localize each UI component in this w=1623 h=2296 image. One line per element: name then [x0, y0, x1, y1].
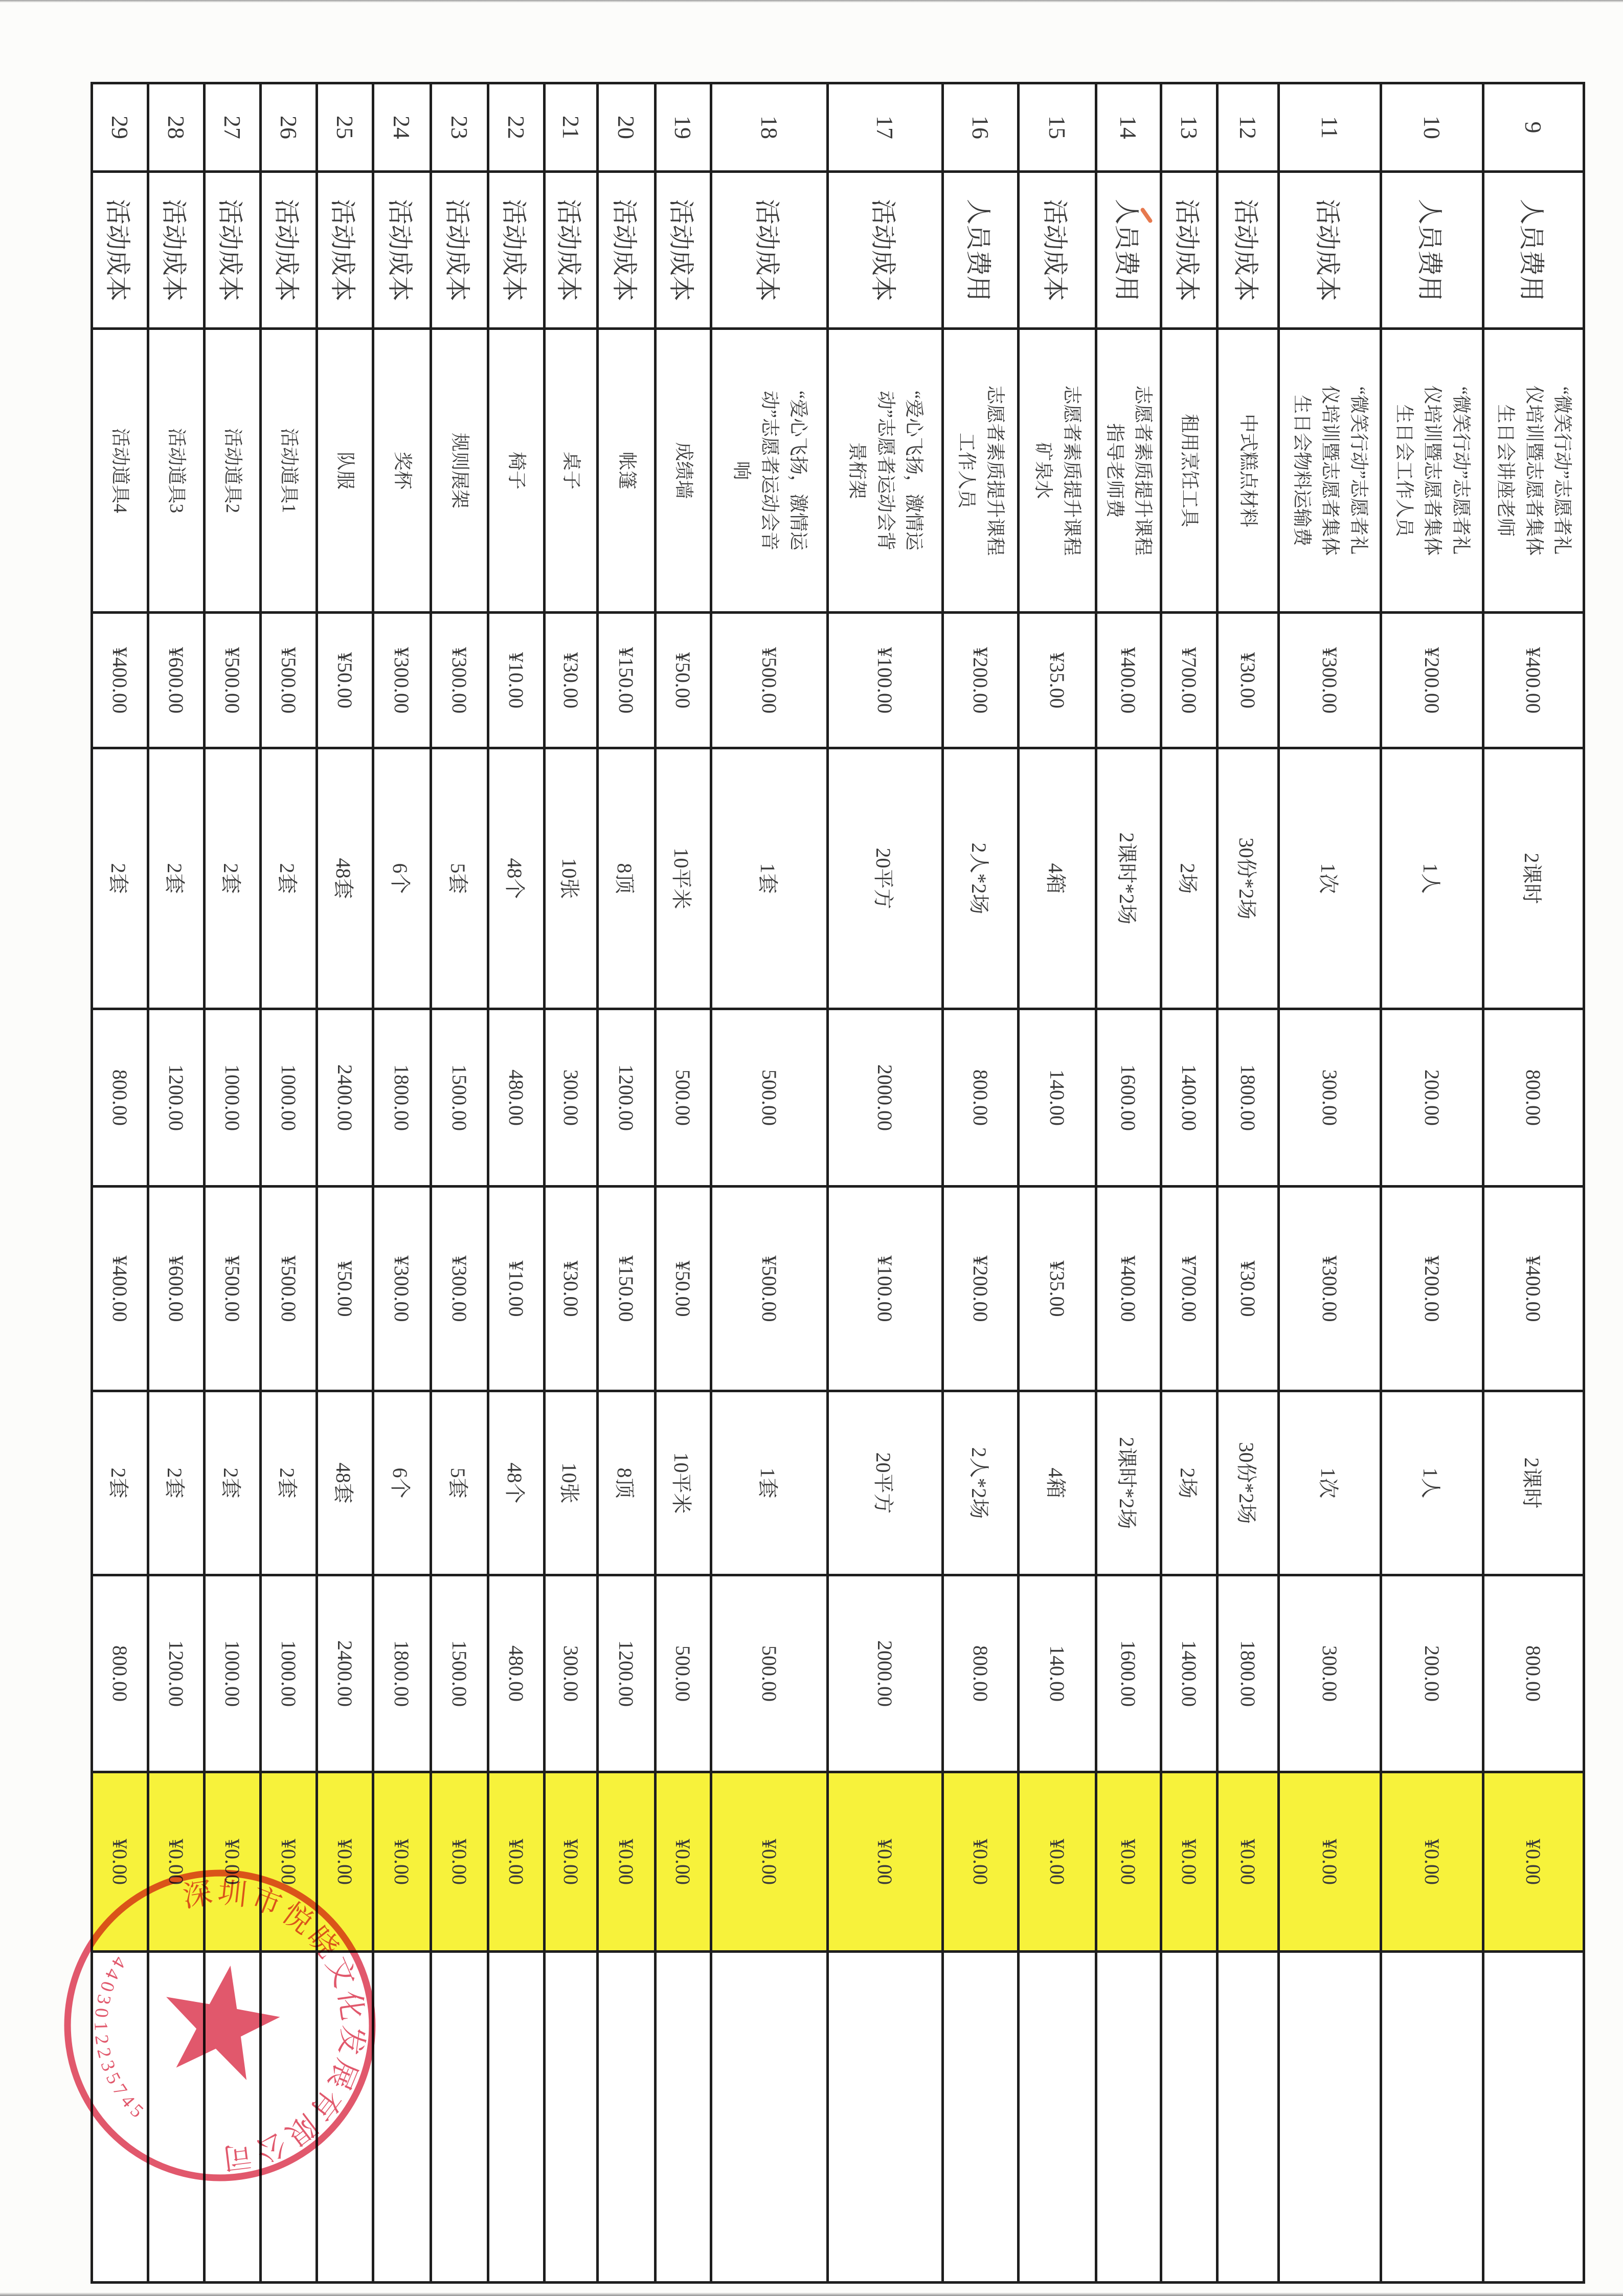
- budget-quantity-cell: 2课时: [1483, 748, 1584, 1009]
- row-number-cell: 24: [373, 83, 431, 172]
- empty-cell: [1096, 1952, 1161, 2283]
- category-cell: 活动成本: [1218, 172, 1279, 329]
- actual-unit-price-cell: ¥400.00: [1096, 1187, 1161, 1391]
- actual-amount-cell: 300.00: [545, 1575, 598, 1772]
- actual-quantity-cell: 48套: [317, 1391, 373, 1575]
- budget-unit-price-cell: ¥30.00: [1218, 613, 1279, 748]
- budget-unit-price-cell: ¥400.00: [1096, 613, 1161, 748]
- actual-quantity-cell: 10张: [545, 1391, 598, 1575]
- actual-unit-price-cell: ¥600.00: [148, 1187, 205, 1391]
- item-name-text: 帐篷: [616, 452, 637, 489]
- budget-amount-cell: 1400.00: [1161, 1009, 1218, 1187]
- budget-amount-cell: 1800.00: [1218, 1009, 1279, 1187]
- item-name-text: 奖杯: [391, 452, 413, 489]
- row-number-cell: 11: [1279, 83, 1381, 172]
- difference-cell: ¥0.00: [1279, 1772, 1381, 1952]
- actual-quantity-cell: 2课时*2场: [1096, 1391, 1161, 1575]
- actual-quantity-cell: 20平方: [828, 1391, 943, 1575]
- table-row: [1096, 83, 1161, 2283]
- empty-cell: [1483, 1952, 1584, 2283]
- budget-unit-price-cell: ¥500.00: [711, 613, 828, 748]
- budget-quantity-cell: 6个: [373, 748, 431, 1009]
- actual-amount-cell: 1800.00: [373, 1575, 431, 1772]
- budget-unit-price-cell: ¥150.00: [598, 613, 656, 748]
- budget-unit-price-cell: ¥100.00: [828, 613, 943, 748]
- budget-amount-cell: 480.00: [488, 1009, 545, 1187]
- item-name-cell: [1381, 329, 1483, 613]
- item-name-text: “爱心飞扬，激情运动”志愿者运动会音响: [730, 390, 808, 551]
- difference-cell: ¥0.00: [656, 1772, 711, 1952]
- actual-amount-cell: 1500.00: [431, 1575, 488, 1772]
- row-number-cell: 27: [205, 83, 261, 172]
- difference-cell: ¥0.00: [317, 1772, 373, 1952]
- category-cell: 活动成本: [488, 172, 545, 329]
- actual-quantity-cell: 2套: [148, 1391, 205, 1575]
- actual-amount-cell: 1800.00: [1218, 1575, 1279, 1772]
- actual-amount-cell: 800.00: [92, 1575, 148, 1772]
- budget-quantity-cell: 4箱: [1019, 748, 1096, 1009]
- empty-cell: [828, 1952, 943, 2283]
- category-cell: 人员费用: [943, 172, 1019, 329]
- table-row: [1381, 83, 1483, 2283]
- item-name-text: “爱心飞扬，激情运动”志愿者运动会背景桁架: [846, 390, 925, 551]
- actual-quantity-cell: 1套: [711, 1391, 828, 1575]
- actual-amount-cell: 1200.00: [598, 1575, 656, 1772]
- item-name-cell: [488, 329, 545, 613]
- item-name-text: 租用烹饪工具: [1179, 414, 1200, 527]
- empty-cell: [545, 1952, 598, 2283]
- row-number-cell: 26: [261, 83, 317, 172]
- item-name-cell: [1483, 329, 1584, 613]
- budget-quantity-cell: 48个: [488, 748, 545, 1009]
- row-number-cell: 16: [943, 83, 1019, 172]
- actual-quantity-cell: 5套: [431, 1391, 488, 1575]
- item-name-text: 成绩墙: [672, 442, 694, 499]
- actual-quantity-cell: 1次: [1279, 1391, 1381, 1575]
- budget-amount-cell: 1800.00: [373, 1009, 431, 1187]
- actual-unit-price-cell: ¥300.00: [1279, 1187, 1381, 1391]
- category-cell: 活动成本: [828, 172, 943, 329]
- difference-cell: ¥0.00: [598, 1772, 656, 1952]
- actual-unit-price-cell: ¥400.00: [92, 1187, 148, 1391]
- category-cell: 活动成本: [317, 172, 373, 329]
- difference-cell: ¥0.00: [711, 1772, 828, 1952]
- item-name-cell: [317, 329, 373, 613]
- budget-quantity-cell: 20平方: [828, 748, 943, 1009]
- budget-quantity-cell: 2套: [92, 748, 148, 1009]
- category-cell: 活动成本: [656, 172, 711, 329]
- table-row: [828, 83, 943, 2283]
- empty-cell: [1218, 1952, 1279, 2283]
- category-cell: 活动成本: [1019, 172, 1096, 329]
- row-number-cell: 15: [1019, 83, 1096, 172]
- actual-amount-cell: 800.00: [1483, 1575, 1584, 1772]
- category-cell: 活动成本: [711, 172, 828, 329]
- actual-amount-cell: 140.00: [1019, 1575, 1096, 1772]
- item-name-cell: [1279, 329, 1381, 613]
- difference-cell: ¥0.00: [488, 1772, 545, 1952]
- row-number-cell: 19: [656, 83, 711, 172]
- actual-amount-cell: 500.00: [656, 1575, 711, 1772]
- row-number-cell: 20: [598, 83, 656, 172]
- category-cell: 人员费用: [1381, 172, 1483, 329]
- item-name-cell: [828, 329, 943, 613]
- budget-amount-cell: 800.00: [92, 1009, 148, 1187]
- actual-quantity-cell: 8顶: [598, 1391, 656, 1575]
- difference-cell: ¥0.00: [545, 1772, 598, 1952]
- item-name-text: 中式糕点材料: [1237, 414, 1259, 527]
- empty-cell: [656, 1952, 711, 2283]
- empty-cell: [488, 1952, 545, 2283]
- budget-amount-cell: 1200.00: [598, 1009, 656, 1187]
- budget-unit-price-cell: ¥10.00: [488, 613, 545, 748]
- category-cell: 活动成本: [148, 172, 205, 329]
- budget-amount-cell: 300.00: [545, 1009, 598, 1187]
- budget-unit-price-cell: ¥500.00: [261, 613, 317, 748]
- seal-company-text: 深圳市悦晓文化发展有限公司: [181, 1876, 369, 2175]
- item-name-cell: [431, 329, 488, 613]
- item-name-cell: [943, 329, 1019, 613]
- empty-cell: [711, 1952, 828, 2283]
- budget-unit-price-cell: ¥200.00: [1381, 613, 1483, 748]
- budget-amount-cell: 1200.00: [148, 1009, 205, 1187]
- difference-cell: ¥0.00: [1483, 1772, 1584, 1952]
- budget-amount-cell: 1500.00: [431, 1009, 488, 1187]
- actual-unit-price-cell: ¥100.00: [828, 1187, 943, 1391]
- actual-amount-cell: 500.00: [711, 1575, 828, 1772]
- actual-amount-cell: 800.00: [943, 1575, 1019, 1772]
- actual-quantity-cell: 2人*2场: [943, 1391, 1019, 1575]
- actual-amount-cell: 1000.00: [205, 1575, 261, 1772]
- actual-unit-price-cell: ¥30.00: [545, 1187, 598, 1391]
- actual-amount-cell: 1000.00: [261, 1575, 317, 1772]
- table-row: [1218, 83, 1279, 2283]
- actual-quantity-cell: 2套: [261, 1391, 317, 1575]
- actual-amount-cell: 2000.00: [828, 1575, 943, 1772]
- difference-cell: ¥0.00: [1161, 1772, 1218, 1952]
- row-number-cell: 9: [1483, 83, 1584, 172]
- budget-unit-price-cell: ¥35.00: [1019, 613, 1096, 748]
- category-cell: 活动成本: [92, 172, 148, 329]
- table-row: [598, 83, 656, 2283]
- budget-amount-cell: 800.00: [943, 1009, 1019, 1187]
- actual-unit-price-cell: ¥200.00: [1381, 1187, 1483, 1391]
- item-name-cell: [656, 329, 711, 613]
- budget-unit-price-cell: ¥30.00: [545, 613, 598, 748]
- scan-edge-top: [0, 0, 1623, 3]
- budget-quantity-cell: 5套: [431, 748, 488, 1009]
- item-name-text: 活动道具4: [109, 428, 131, 514]
- table-row: [943, 83, 1019, 2283]
- item-name-text: 活动道具1: [278, 428, 300, 514]
- item-name-text: 志愿者素质提升课程矿泉水: [1032, 385, 1082, 556]
- budget-amount-cell: 2400.00: [317, 1009, 373, 1187]
- budget-amount-cell: 800.00: [1483, 1009, 1584, 1187]
- item-name-cell: [92, 329, 148, 613]
- row-number-cell: 23: [431, 83, 488, 172]
- budget-quantity-cell: 2套: [148, 748, 205, 1009]
- budget-quantity-cell: 10张: [545, 748, 598, 1009]
- difference-cell: ¥0.00: [1096, 1772, 1161, 1952]
- difference-cell: ¥0.00: [1218, 1772, 1279, 1952]
- item-name-cell: [1096, 329, 1161, 613]
- actual-quantity-cell: 48个: [488, 1391, 545, 1575]
- actual-unit-price-cell: ¥50.00: [656, 1187, 711, 1391]
- actual-unit-price-cell: ¥500.00: [711, 1187, 828, 1391]
- item-name-cell: [1019, 329, 1096, 613]
- empty-cell: [1161, 1952, 1218, 2283]
- row-number-cell: 29: [92, 83, 148, 172]
- budget-unit-price-cell: ¥500.00: [205, 613, 261, 748]
- budget-unit-price-cell: ¥300.00: [373, 613, 431, 748]
- star-icon: [163, 1960, 288, 2090]
- actual-amount-cell: 1200.00: [148, 1575, 205, 1772]
- category-cell: 活动成本: [373, 172, 431, 329]
- actual-quantity-cell: 2课时: [1483, 1391, 1584, 1575]
- item-name-text: “微笑行动”志愿者礼仪培训暨志愿者集体生日会物料运输费: [1291, 385, 1369, 556]
- actual-unit-price-cell: ¥30.00: [1218, 1187, 1279, 1391]
- row-number-cell: 18: [711, 83, 828, 172]
- difference-cell: ¥0.00: [373, 1772, 431, 1952]
- actual-unit-price-cell: ¥700.00: [1161, 1187, 1218, 1391]
- difference-cell: ¥0.00: [92, 1772, 148, 1952]
- item-name-cell: [373, 329, 431, 613]
- item-name-text: 活动道具2: [222, 428, 243, 514]
- budget-amount-cell: 500.00: [656, 1009, 711, 1187]
- category-cell: 活动成本: [545, 172, 598, 329]
- item-name-cell: [1218, 329, 1279, 613]
- actual-unit-price-cell: ¥50.00: [317, 1187, 373, 1391]
- actual-unit-price-cell: ¥35.00: [1019, 1187, 1096, 1391]
- category-cell: 人员费用: [1483, 172, 1584, 329]
- actual-amount-cell: 2400.00: [317, 1575, 373, 1772]
- budget-quantity-cell: 1套: [711, 748, 828, 1009]
- item-name-cell: [711, 329, 828, 613]
- category-cell: 活动成本: [261, 172, 317, 329]
- difference-cell: ¥0.00: [205, 1772, 261, 1952]
- budget-amount-cell: 1600.00: [1096, 1009, 1161, 1187]
- actual-quantity-cell: 6个: [373, 1391, 431, 1575]
- scan-edge-bottom: [0, 2292, 1623, 2296]
- budget-quantity-cell: 1人: [1381, 748, 1483, 1009]
- table-row: [1279, 83, 1381, 2283]
- item-name-cell: [261, 329, 317, 613]
- item-name-text: 活动道具3: [166, 428, 187, 514]
- table-row: [373, 83, 431, 2283]
- budget-unit-price-cell: ¥50.00: [317, 613, 373, 748]
- actual-unit-price-cell: ¥500.00: [205, 1187, 261, 1391]
- actual-quantity-cell: 2场: [1161, 1391, 1218, 1575]
- actual-quantity-cell: 4箱: [1019, 1391, 1096, 1575]
- row-number-cell: 25: [317, 83, 373, 172]
- empty-cell: [598, 1952, 656, 2283]
- category-cell: 活动成本: [1161, 172, 1218, 329]
- category-cell: 活动成本: [205, 172, 261, 329]
- item-name-cell: [205, 329, 261, 613]
- budget-amount-cell: 2000.00: [828, 1009, 943, 1187]
- item-name-cell: [148, 329, 205, 613]
- budget-amount-cell: 500.00: [711, 1009, 828, 1187]
- item-name-text: 桌子: [560, 452, 582, 489]
- category-cell: 活动成本: [1279, 172, 1381, 329]
- actual-quantity-cell: 1人: [1381, 1391, 1483, 1575]
- company-seal: [40, 1845, 400, 2206]
- row-number-cell: 13: [1161, 83, 1218, 172]
- difference-cell: ¥0.00: [1019, 1772, 1096, 1952]
- table-row: [1161, 83, 1218, 2283]
- budget-quantity-cell: 10平米: [656, 748, 711, 1009]
- table-row: [488, 83, 545, 2283]
- budget-amount-cell: 300.00: [1279, 1009, 1381, 1187]
- budget-quantity-cell: 2场: [1161, 748, 1218, 1009]
- item-name-text: 队服: [334, 452, 356, 489]
- item-name-text: 志愿者素质提升课程工作人员: [956, 385, 1005, 556]
- actual-amount-cell: 200.00: [1381, 1575, 1483, 1772]
- budget-unit-price-cell: ¥400.00: [1483, 613, 1584, 748]
- actual-amount-cell: 1600.00: [1096, 1575, 1161, 1772]
- actual-unit-price-cell: ¥10.00: [488, 1187, 545, 1391]
- table-row: [545, 83, 598, 2283]
- budget-quantity-cell: 1次: [1279, 748, 1381, 1009]
- difference-cell: ¥0.00: [828, 1772, 943, 1952]
- table-row: [711, 83, 828, 2283]
- budget-quantity-cell: 2套: [205, 748, 261, 1009]
- actual-unit-price-cell: ¥200.00: [943, 1187, 1019, 1391]
- empty-cell: [431, 1952, 488, 2283]
- actual-unit-price-cell: ¥400.00: [1483, 1187, 1584, 1391]
- empty-cell: [1381, 1952, 1483, 2283]
- actual-quantity-cell: 10平米: [656, 1391, 711, 1575]
- row-number-cell: 12: [1218, 83, 1279, 172]
- row-number-cell: 21: [545, 83, 598, 172]
- actual-unit-price-cell: ¥150.00: [598, 1187, 656, 1391]
- actual-unit-price-cell: ¥300.00: [431, 1187, 488, 1391]
- budget-amount-cell: 200.00: [1381, 1009, 1483, 1187]
- table-row: [1019, 83, 1096, 2283]
- row-number-cell: 14: [1096, 83, 1161, 172]
- budget-amount-cell: 140.00: [1019, 1009, 1096, 1187]
- actual-amount-cell: 1400.00: [1161, 1575, 1218, 1772]
- row-number-cell: 17: [828, 83, 943, 172]
- category-cell: 活动成本: [431, 172, 488, 329]
- category-cell: 人员费用: [1096, 172, 1161, 329]
- item-name-text: 志愿者素质提升课程指导老师费: [1104, 385, 1154, 556]
- actual-amount-cell: 300.00: [1279, 1575, 1381, 1772]
- item-name-cell: [545, 329, 598, 613]
- budget-unit-price-cell: ¥200.00: [943, 613, 1019, 748]
- budget-quantity-cell: 30份*2场: [1218, 748, 1279, 1009]
- empty-cell: [1019, 1952, 1096, 2283]
- actual-quantity-cell: 30份*2场: [1218, 1391, 1279, 1575]
- table-row: [1483, 83, 1584, 2283]
- item-name-text: “微笑行动”志愿者礼仪培训暨志愿者集体生日会工作人员: [1393, 385, 1471, 556]
- item-name-text: 椅子: [506, 452, 527, 489]
- actual-quantity-cell: 2套: [92, 1391, 148, 1575]
- item-name-cell: [598, 329, 656, 613]
- budget-unit-price-cell: ¥700.00: [1161, 613, 1218, 748]
- actual-quantity-cell: 2套: [205, 1391, 261, 1575]
- difference-cell: ¥0.00: [261, 1772, 317, 1952]
- budget-quantity-cell: 48套: [317, 748, 373, 1009]
- budget-unit-price-cell: ¥300.00: [1279, 613, 1381, 748]
- difference-cell: ¥0.00: [148, 1772, 205, 1952]
- budget-quantity-cell: 2套: [261, 748, 317, 1009]
- actual-unit-price-cell: ¥300.00: [373, 1187, 431, 1391]
- difference-cell: ¥0.00: [431, 1772, 488, 1952]
- empty-cell: [1279, 1952, 1381, 2283]
- actual-unit-price-cell: ¥500.00: [261, 1187, 317, 1391]
- category-cell: 活动成本: [598, 172, 656, 329]
- budget-quantity-cell: 8顶: [598, 748, 656, 1009]
- difference-cell: ¥0.00: [1381, 1772, 1483, 1952]
- table-row: [656, 83, 711, 2283]
- budget-quantity-cell: 2课时*2场: [1096, 748, 1161, 1009]
- difference-cell: ¥0.00: [943, 1772, 1019, 1952]
- empty-cell: [943, 1952, 1019, 2283]
- actual-amount-cell: 480.00: [488, 1575, 545, 1772]
- budget-unit-price-cell: ¥600.00: [148, 613, 205, 748]
- item-name-text: 规则展架: [449, 433, 470, 508]
- row-number-cell: 10: [1381, 83, 1483, 172]
- budget-amount-cell: 1000.00: [205, 1009, 261, 1187]
- row-number-cell: 22: [488, 83, 545, 172]
- budget-unit-price-cell: ¥300.00: [431, 613, 488, 748]
- seal-number-text: 4403012235745: [90, 1952, 151, 2125]
- budget-quantity-cell: 2人*2场: [943, 748, 1019, 1009]
- budget-unit-price-cell: ¥50.00: [656, 613, 711, 748]
- item-name-text: “微笑行动”志愿者礼仪培训暨志愿者集体生日会讲座老师: [1495, 385, 1573, 556]
- budget-amount-cell: 1000.00: [261, 1009, 317, 1187]
- item-name-cell: [1161, 329, 1218, 613]
- budget-unit-price-cell: ¥400.00: [92, 613, 148, 748]
- row-number-cell: 28: [148, 83, 205, 172]
- table-row: [431, 83, 488, 2283]
